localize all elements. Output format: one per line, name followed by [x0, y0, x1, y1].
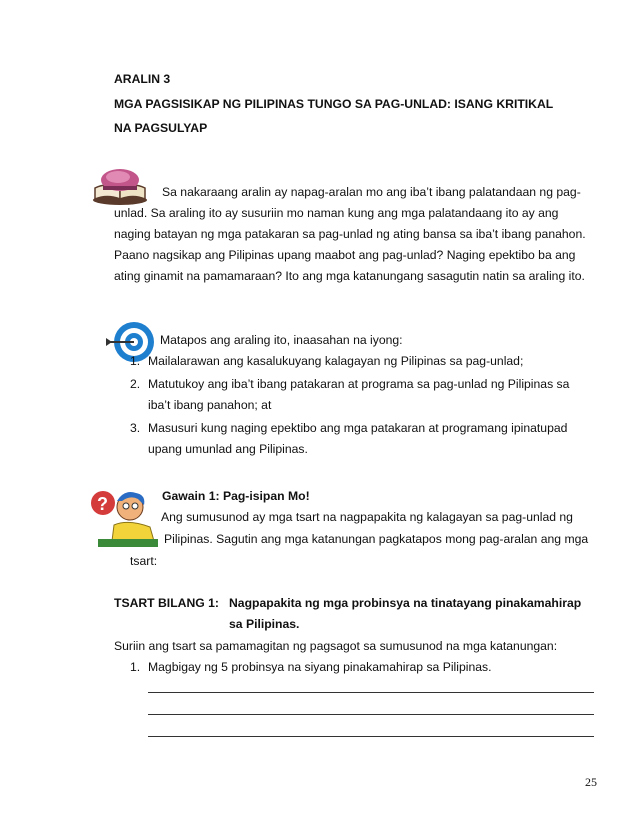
- lesson-title-line2: NA PAGSULYAP: [114, 121, 208, 135]
- svg-text:?: ?: [97, 494, 108, 514]
- activity-title: Gawain 1: Pag-isipan Mo!: [162, 489, 310, 503]
- intro-line: naging batayan ng mga patakaran sa pag-unlad ng ating bansa sa iba’t ibang panahon.: [114, 227, 586, 241]
- lesson-title-line1: MGA PAGSISIKAP NG PILIPINAS TUNGO SA PAG-UNLAD: ISANG KRITIKAL: [114, 97, 554, 111]
- objective-number: 1.: [130, 354, 141, 368]
- answer-line[interactable]: [148, 692, 594, 693]
- lesson-number: ARALIN 3: [114, 72, 171, 86]
- activity-line: Pilipinas. Sagutin ang mga katanungan pagkatapos mong pag-aralan ang mga: [164, 532, 589, 546]
- objectives-lead: Matapos ang araling ito, inaasahan na iyong:: [160, 333, 403, 347]
- answer-line[interactable]: [148, 736, 594, 737]
- chart-instruction: Suriin ang tsart sa pamamagitan ng pagsagot sa sumusunod na mga katanungan:: [114, 639, 558, 653]
- objective-number: 2.: [130, 377, 141, 391]
- objective-text: Matutukoy ang iba’t ibang patakaran at programa sa pag-unlad ng Pilipinas sa: [148, 377, 570, 391]
- question-text: Magbigay ng 5 probinsya na siyang pinakamahirap sa Pilipinas.: [148, 660, 492, 674]
- intro-line: Paano nagsikap ang Pilipinas upang maabot ang pag-unlad? Naging epektibo ba ang: [114, 248, 576, 262]
- objective-text: upang umunlad ang Pilipinas.: [148, 442, 308, 456]
- activity-line: tsart:: [130, 554, 158, 568]
- intro-line: unlad. Sa araling ito ay susuriin mo naman kung ang mga palatandaang ito ay ang: [114, 206, 559, 220]
- question-number: 1.: [130, 660, 141, 674]
- objective-text: Masusuri kung naging epektibo ang mga patakaran at programang ipinatupad: [148, 421, 568, 435]
- intro-line: ating ginamit na pamamaraan? Ito ang mga katanungang sasagutin natin sa araling ito.: [114, 269, 585, 283]
- objective-text: iba’t ibang panahon; at: [148, 398, 272, 412]
- answer-line[interactable]: [148, 714, 594, 715]
- book-icon: [91, 166, 149, 209]
- chart-title-line1: Nagpapakita ng mga probinsya na tinatayang pinakamahirap: [229, 596, 582, 610]
- chart-title-line2: sa Pilipinas.: [229, 617, 300, 631]
- page-number: 25: [585, 775, 597, 789]
- thinking-student-icon: [88, 485, 160, 554]
- objective-text: Mailalarawan ang kasalukuyang kalagayan ng Pilipinas sa pag-unlad;: [148, 354, 524, 368]
- activity-line: Ang sumusunod ay mga tsart na nagpapakita ng kalagayan sa pag-unlad ng: [161, 510, 573, 524]
- intro-line: Sa nakaraang aralin ay napag-aralan mo ang iba’t ibang palatandaan ng pag-: [162, 185, 581, 199]
- objective-number: 3.: [130, 421, 141, 435]
- chart-label: TSART BILANG 1:: [114, 596, 219, 610]
